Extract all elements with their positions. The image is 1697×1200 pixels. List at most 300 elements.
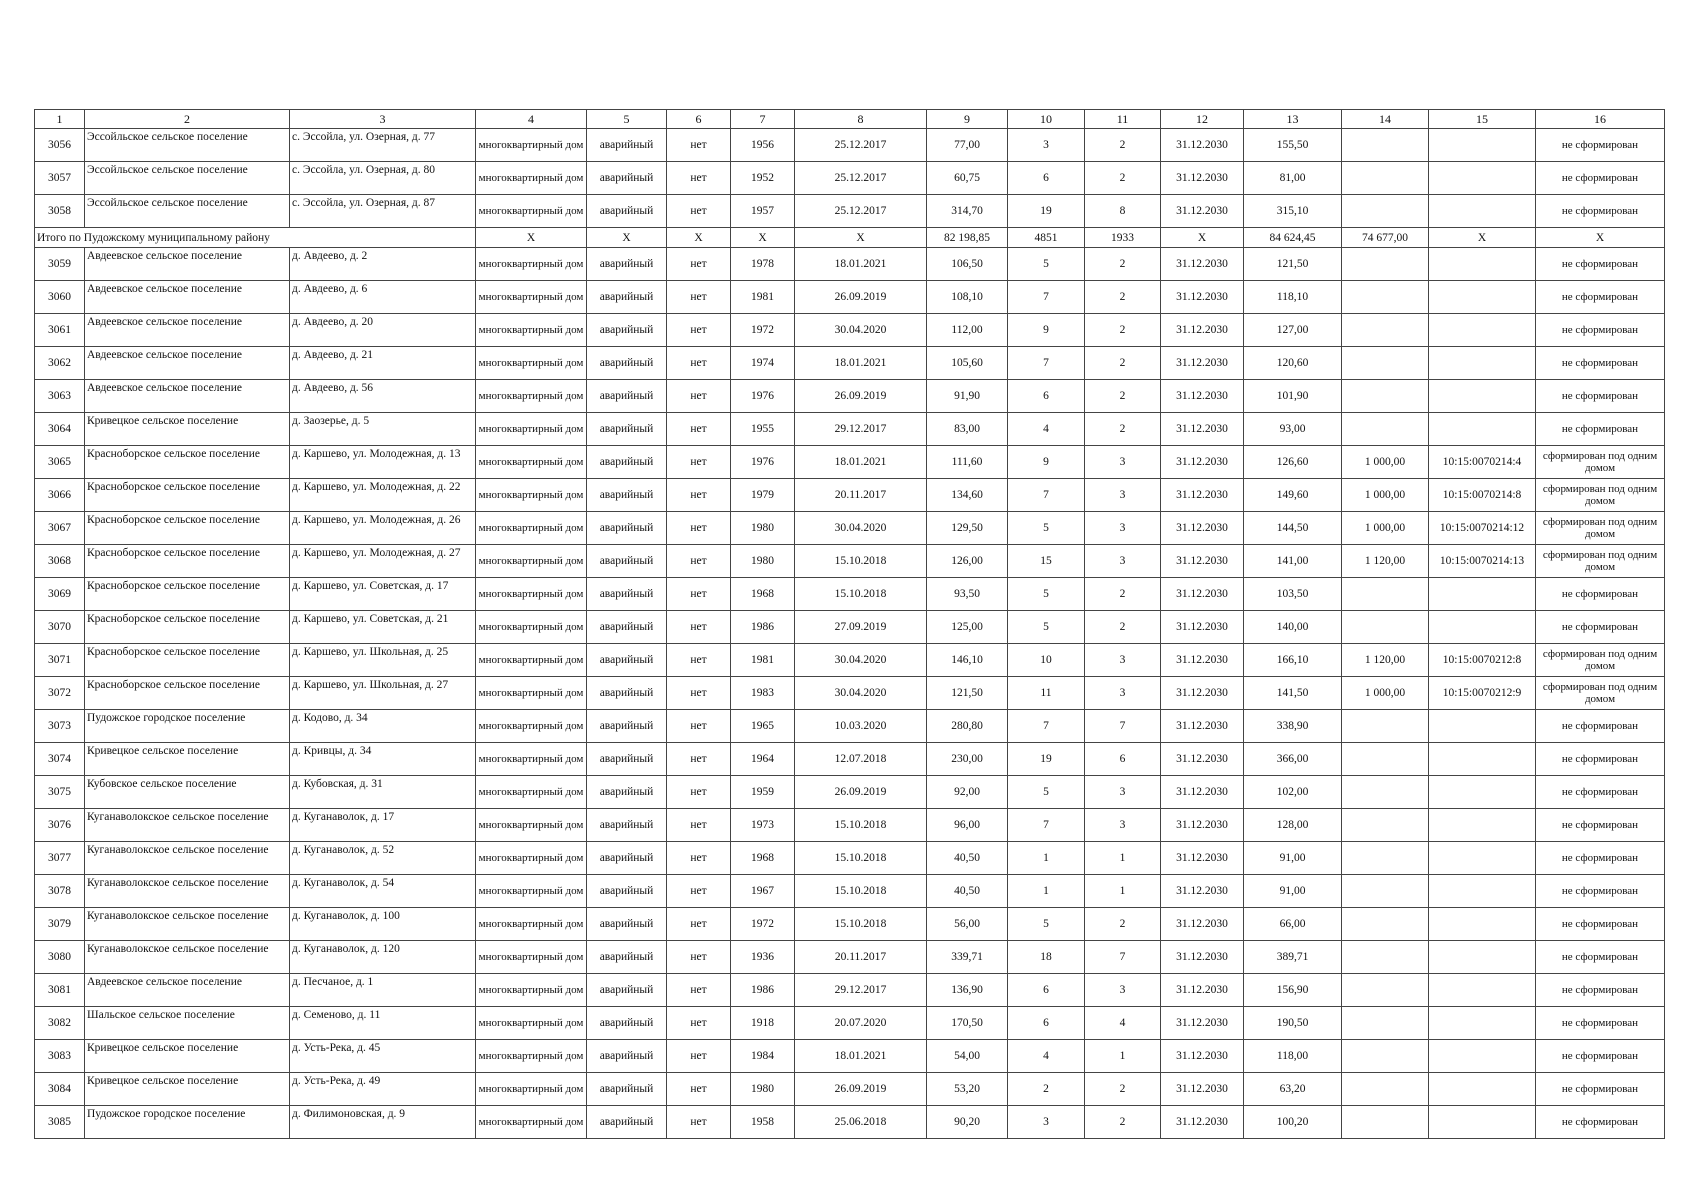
column-number-row bbox=[35, 110, 1665, 129]
row-number-cell: 3078 bbox=[35, 875, 85, 908]
address-cell: д. Кривцы, д. 34 bbox=[290, 743, 476, 776]
resettlement-deadline-cell: 31.12.2030 bbox=[1161, 1040, 1244, 1073]
building-type-cell: многоквартирный дом bbox=[476, 842, 587, 875]
table-row bbox=[35, 677, 1665, 710]
flag-cell: нет bbox=[667, 512, 731, 545]
total-area-cell: 190,50 bbox=[1244, 1007, 1342, 1040]
condition-cell: аварийный bbox=[587, 162, 667, 195]
total-land-area-cell: 74 677,00 bbox=[1342, 228, 1429, 248]
settlement-cell: Пудожское городское поселение bbox=[85, 710, 290, 743]
resettlement-deadline-cell: 31.12.2030 bbox=[1161, 578, 1244, 611]
recognition-date-cell: 26.09.2019 bbox=[795, 380, 927, 413]
settlement-cell: Кривецкое сельское поселение bbox=[85, 743, 290, 776]
flag-cell: нет bbox=[667, 248, 731, 281]
flag-cell: нет bbox=[667, 578, 731, 611]
flag-cell: нет bbox=[667, 446, 731, 479]
recognition-date-cell: 29.12.2017 bbox=[795, 974, 927, 1007]
condition-cell: аварийный bbox=[587, 1040, 667, 1073]
year-built-cell: 1980 bbox=[731, 512, 795, 545]
settlement-cell: Авдеевское сельское поселение bbox=[85, 314, 290, 347]
cadastral-number-cell bbox=[1429, 281, 1536, 314]
year-built-cell: 1957 bbox=[731, 195, 795, 228]
cadastral-number-cell bbox=[1429, 974, 1536, 1007]
year-built-cell: 1958 bbox=[731, 1106, 795, 1139]
total-condition-cell: X bbox=[587, 228, 667, 248]
cadastral-number-cell bbox=[1429, 776, 1536, 809]
table-row bbox=[35, 413, 1665, 446]
district-total-row bbox=[35, 228, 1665, 248]
address-cell: д. Каршево, ул. Молодежная, д. 27 bbox=[290, 545, 476, 578]
row-number-cell: 3063 bbox=[35, 380, 85, 413]
land-status-cell: не сформирован bbox=[1536, 908, 1665, 941]
residents-cell: 10 bbox=[1008, 644, 1085, 677]
recognition-date-cell: 10.03.2020 bbox=[795, 710, 927, 743]
apartments-cell: 2 bbox=[1085, 248, 1161, 281]
address-cell: д. Куганаволок, д. 52 bbox=[290, 842, 476, 875]
residents-cell: 6 bbox=[1008, 162, 1085, 195]
flag-cell: нет bbox=[667, 347, 731, 380]
settlement-cell: Красноборское сельское поселение bbox=[85, 677, 290, 710]
residents-cell: 3 bbox=[1008, 129, 1085, 162]
flag-cell: нет bbox=[667, 908, 731, 941]
condition-cell: аварийный bbox=[587, 1106, 667, 1139]
settlement-cell: Авдеевское сельское поселение bbox=[85, 281, 290, 314]
area-cell: 106,50 bbox=[927, 248, 1008, 281]
total-area-cell: 93,00 bbox=[1244, 413, 1342, 446]
total-area-cell: 315,10 bbox=[1244, 195, 1342, 228]
total-area-cell: 366,00 bbox=[1244, 743, 1342, 776]
total-residents-cell: 4851 bbox=[1008, 228, 1085, 248]
column-number-cell: 16 bbox=[1536, 110, 1665, 129]
settlement-cell: Красноборское сельское поселение bbox=[85, 644, 290, 677]
cadastral-number-cell bbox=[1429, 1040, 1536, 1073]
land-status-cell: не сформирован bbox=[1536, 281, 1665, 314]
building-type-cell: многоквартирный дом bbox=[476, 413, 587, 446]
land-area-cell bbox=[1342, 413, 1429, 446]
residents-cell: 19 bbox=[1008, 743, 1085, 776]
land-area-cell: 1 000,00 bbox=[1342, 446, 1429, 479]
column-number-cell: 4 bbox=[476, 110, 587, 129]
row-number-cell: 3060 bbox=[35, 281, 85, 314]
cadastral-number-cell bbox=[1429, 314, 1536, 347]
resettlement-deadline-cell: 31.12.2030 bbox=[1161, 545, 1244, 578]
apartments-cell: 3 bbox=[1085, 446, 1161, 479]
cadastral-number-cell: 10:15:0070214:8 bbox=[1429, 479, 1536, 512]
row-number-cell: 3085 bbox=[35, 1106, 85, 1139]
building-type-cell: многоквартирный дом bbox=[476, 908, 587, 941]
land-area-cell bbox=[1342, 281, 1429, 314]
cadastral-number-cell: 10:15:0070214:12 bbox=[1429, 512, 1536, 545]
apartments-cell: 8 bbox=[1085, 195, 1161, 228]
cadastral-number-cell bbox=[1429, 941, 1536, 974]
building-type-cell: многоквартирный дом bbox=[476, 974, 587, 1007]
residents-cell: 5 bbox=[1008, 578, 1085, 611]
row-number-cell: 3066 bbox=[35, 479, 85, 512]
apartments-cell: 6 bbox=[1085, 743, 1161, 776]
apartments-cell: 3 bbox=[1085, 512, 1161, 545]
area-cell: 280,80 bbox=[927, 710, 1008, 743]
settlement-cell: Кубовское сельское поселение bbox=[85, 776, 290, 809]
settlement-cell: Эссойльское сельское поселение bbox=[85, 195, 290, 228]
land-status-cell: не сформирован bbox=[1536, 347, 1665, 380]
resettlement-deadline-cell: 31.12.2030 bbox=[1161, 195, 1244, 228]
condition-cell: аварийный bbox=[587, 314, 667, 347]
flag-cell: нет bbox=[667, 479, 731, 512]
address-cell: с. Эссойла, ул. Озерная, д. 87 bbox=[290, 195, 476, 228]
table-row bbox=[35, 941, 1665, 974]
table-row bbox=[35, 908, 1665, 941]
residents-cell: 1 bbox=[1008, 842, 1085, 875]
apartments-cell: 3 bbox=[1085, 776, 1161, 809]
flag-cell: нет bbox=[667, 644, 731, 677]
land-status-cell: не сформирован bbox=[1536, 413, 1665, 446]
cadastral-number-cell: 10:15:0070212:9 bbox=[1429, 677, 1536, 710]
total-area-cell: 127,00 bbox=[1244, 314, 1342, 347]
area-cell: 314,70 bbox=[927, 195, 1008, 228]
apartments-cell: 3 bbox=[1085, 644, 1161, 677]
address-cell: д. Каршево, ул. Молодежная, д. 26 bbox=[290, 512, 476, 545]
cadastral-number-cell bbox=[1429, 347, 1536, 380]
table-row bbox=[35, 281, 1665, 314]
settlement-cell: Красноборское сельское поселение bbox=[85, 545, 290, 578]
address-cell: д. Куганаволок, д. 100 bbox=[290, 908, 476, 941]
total-area-cell: 121,50 bbox=[1244, 248, 1342, 281]
land-status-cell: не сформирован bbox=[1536, 809, 1665, 842]
total-area-cell: 91,00 bbox=[1244, 842, 1342, 875]
address-cell: д. Каршево, ул. Школьная, д. 25 bbox=[290, 644, 476, 677]
year-built-cell: 1956 bbox=[731, 129, 795, 162]
total-apartments-cell: 1933 bbox=[1085, 228, 1161, 248]
year-built-cell: 1965 bbox=[731, 710, 795, 743]
row-number-cell: 3080 bbox=[35, 941, 85, 974]
cadastral-number-cell bbox=[1429, 380, 1536, 413]
residents-cell: 5 bbox=[1008, 248, 1085, 281]
table-row bbox=[35, 611, 1665, 644]
settlement-cell: Куганаволокское сельское поселение bbox=[85, 908, 290, 941]
resettlement-deadline-cell: 31.12.2030 bbox=[1161, 875, 1244, 908]
area-cell: 83,00 bbox=[927, 413, 1008, 446]
land-area-cell: 1 000,00 bbox=[1342, 512, 1429, 545]
total-area-cell: 155,50 bbox=[1244, 129, 1342, 162]
resettlement-deadline-cell: 31.12.2030 bbox=[1161, 776, 1244, 809]
year-built-cell: 1974 bbox=[731, 347, 795, 380]
residents-cell: 9 bbox=[1008, 446, 1085, 479]
resettlement-deadline-cell: 31.12.2030 bbox=[1161, 1106, 1244, 1139]
row-number-cell: 3081 bbox=[35, 974, 85, 1007]
year-built-cell: 1918 bbox=[731, 1007, 795, 1040]
cadastral-number-cell bbox=[1429, 743, 1536, 776]
resettlement-deadline-cell: 31.12.2030 bbox=[1161, 380, 1244, 413]
area-cell: 121,50 bbox=[927, 677, 1008, 710]
flag-cell: нет bbox=[667, 710, 731, 743]
condition-cell: аварийный bbox=[587, 809, 667, 842]
flag-cell: нет bbox=[667, 677, 731, 710]
land-area-cell bbox=[1342, 908, 1429, 941]
row-number-cell: 3064 bbox=[35, 413, 85, 446]
table-row bbox=[35, 578, 1665, 611]
row-number-cell: 3071 bbox=[35, 644, 85, 677]
land-area-cell bbox=[1342, 578, 1429, 611]
apartments-cell: 2 bbox=[1085, 1073, 1161, 1106]
settlement-cell: Куганаволокское сельское поселение bbox=[85, 809, 290, 842]
total-land-status-cell: X bbox=[1536, 228, 1665, 248]
recognition-date-cell: 26.09.2019 bbox=[795, 1073, 927, 1106]
total-area-cell: 389,71 bbox=[1244, 941, 1342, 974]
land-area-cell: 1 120,00 bbox=[1342, 545, 1429, 578]
total-area-cell: 166,10 bbox=[1244, 644, 1342, 677]
table-row bbox=[35, 743, 1665, 776]
resettlement-deadline-cell: 31.12.2030 bbox=[1161, 479, 1244, 512]
column-number-cell: 1 bbox=[35, 110, 85, 129]
table-row bbox=[35, 776, 1665, 809]
year-built-cell: 1980 bbox=[731, 1073, 795, 1106]
residents-cell: 2 bbox=[1008, 1073, 1085, 1106]
land-status-cell: не сформирован bbox=[1536, 1106, 1665, 1139]
condition-cell: аварийный bbox=[587, 195, 667, 228]
settlement-cell: Кривецкое сельское поселение bbox=[85, 1040, 290, 1073]
apartments-cell: 2 bbox=[1085, 314, 1161, 347]
total-area-cell: 91,00 bbox=[1244, 875, 1342, 908]
building-type-cell: многоквартирный дом bbox=[476, 380, 587, 413]
total-area-cell: 81,00 bbox=[1244, 162, 1342, 195]
flag-cell: нет bbox=[667, 875, 731, 908]
area-cell: 134,60 bbox=[927, 479, 1008, 512]
recognition-date-cell: 30.04.2020 bbox=[795, 512, 927, 545]
land-status-cell: сформирован под одним домом bbox=[1536, 545, 1665, 578]
row-number-cell: 3073 bbox=[35, 710, 85, 743]
row-number-cell: 3084 bbox=[35, 1073, 85, 1106]
area-cell: 96,00 bbox=[927, 809, 1008, 842]
land-status-cell: не сформирован bbox=[1536, 248, 1665, 281]
cadastral-number-cell bbox=[1429, 908, 1536, 941]
cadastral-number-cell bbox=[1429, 809, 1536, 842]
building-type-cell: многоквартирный дом bbox=[476, 1007, 587, 1040]
flag-cell: нет bbox=[667, 129, 731, 162]
land-status-cell: не сформирован bbox=[1536, 974, 1665, 1007]
total-area-cell: 82 198,85 bbox=[927, 228, 1008, 248]
address-cell: д. Каршево, ул. Советская, д. 21 bbox=[290, 611, 476, 644]
land-status-cell: не сформирован bbox=[1536, 611, 1665, 644]
land-area-cell bbox=[1342, 809, 1429, 842]
column-number-cell: 2 bbox=[85, 110, 290, 129]
land-status-cell: не сформирован bbox=[1536, 314, 1665, 347]
recognition-date-cell: 15.10.2018 bbox=[795, 545, 927, 578]
table-row bbox=[35, 512, 1665, 545]
apartments-cell: 2 bbox=[1085, 129, 1161, 162]
area-cell: 136,90 bbox=[927, 974, 1008, 1007]
table-row bbox=[35, 974, 1665, 1007]
table-row bbox=[35, 710, 1665, 743]
cadastral-number-cell bbox=[1429, 413, 1536, 446]
settlement-cell: Куганаволокское сельское поселение bbox=[85, 875, 290, 908]
residents-cell: 6 bbox=[1008, 380, 1085, 413]
year-built-cell: 1976 bbox=[731, 380, 795, 413]
settlement-cell: Авдеевское сельское поселение bbox=[85, 380, 290, 413]
resettlement-deadline-cell: 31.12.2030 bbox=[1161, 743, 1244, 776]
resettlement-deadline-cell: 31.12.2030 bbox=[1161, 677, 1244, 710]
condition-cell: аварийный bbox=[587, 578, 667, 611]
year-built-cell: 1952 bbox=[731, 162, 795, 195]
area-cell: 129,50 bbox=[927, 512, 1008, 545]
resettlement-deadline-cell: 31.12.2030 bbox=[1161, 842, 1244, 875]
land-status-cell: не сформирован bbox=[1536, 842, 1665, 875]
resettlement-deadline-cell: 31.12.2030 bbox=[1161, 1007, 1244, 1040]
condition-cell: аварийный bbox=[587, 1007, 667, 1040]
flag-cell: нет bbox=[667, 162, 731, 195]
area-cell: 53,20 bbox=[927, 1073, 1008, 1106]
resettlement-deadline-cell: 31.12.2030 bbox=[1161, 908, 1244, 941]
area-cell: 77,00 bbox=[927, 129, 1008, 162]
apartments-cell: 1 bbox=[1085, 842, 1161, 875]
apartments-cell: 2 bbox=[1085, 908, 1161, 941]
total-year-built-cell: X bbox=[731, 228, 795, 248]
residents-cell: 4 bbox=[1008, 413, 1085, 446]
residents-cell: 18 bbox=[1008, 941, 1085, 974]
address-cell: д. Усть-Река, д. 49 bbox=[290, 1073, 476, 1106]
column-number-cell: 7 bbox=[731, 110, 795, 129]
building-type-cell: многоквартирный дом bbox=[476, 809, 587, 842]
total-area-cell: 100,20 bbox=[1244, 1106, 1342, 1139]
apartments-cell: 2 bbox=[1085, 162, 1161, 195]
condition-cell: аварийный bbox=[587, 743, 667, 776]
flag-cell: нет bbox=[667, 1007, 731, 1040]
column-number-cell: 6 bbox=[667, 110, 731, 129]
cadastral-number-cell bbox=[1429, 710, 1536, 743]
flag-cell: нет bbox=[667, 941, 731, 974]
condition-cell: аварийный bbox=[587, 776, 667, 809]
cadastral-number-cell bbox=[1429, 1073, 1536, 1106]
column-number-cell: 9 bbox=[927, 110, 1008, 129]
resettlement-deadline-cell: 31.12.2030 bbox=[1161, 809, 1244, 842]
land-status-cell: не сформирован bbox=[1536, 743, 1665, 776]
cadastral-number-cell bbox=[1429, 195, 1536, 228]
total-area-cell: 120,60 bbox=[1244, 347, 1342, 380]
total-area-cell: 149,60 bbox=[1244, 479, 1342, 512]
condition-cell: аварийный bbox=[587, 545, 667, 578]
table-row bbox=[35, 195, 1665, 228]
land-status-cell: не сформирован bbox=[1536, 941, 1665, 974]
area-cell: 170,50 bbox=[927, 1007, 1008, 1040]
area-cell: 111,60 bbox=[927, 446, 1008, 479]
settlement-cell: Эссойльское сельское поселение bbox=[85, 162, 290, 195]
row-number-cell: 3079 bbox=[35, 908, 85, 941]
condition-cell: аварийный bbox=[587, 974, 667, 1007]
condition-cell: аварийный bbox=[587, 941, 667, 974]
building-type-cell: многоквартирный дом bbox=[476, 644, 587, 677]
apartments-cell: 1 bbox=[1085, 875, 1161, 908]
total-label-cell: Итого по Пудожскому муниципальному району bbox=[35, 228, 476, 248]
building-type-cell: многоквартирный дом bbox=[476, 1040, 587, 1073]
land-area-cell bbox=[1342, 248, 1429, 281]
condition-cell: аварийный bbox=[587, 644, 667, 677]
area-cell: 108,10 bbox=[927, 281, 1008, 314]
land-area-cell bbox=[1342, 347, 1429, 380]
recognition-date-cell: 18.01.2021 bbox=[795, 446, 927, 479]
residents-cell: 7 bbox=[1008, 479, 1085, 512]
year-built-cell: 1972 bbox=[731, 314, 795, 347]
residents-cell: 3 bbox=[1008, 1106, 1085, 1139]
area-cell: 92,00 bbox=[927, 776, 1008, 809]
address-cell: д. Каршево, ул. Молодежная, д. 22 bbox=[290, 479, 476, 512]
resettlement-deadline-cell: 31.12.2030 bbox=[1161, 162, 1244, 195]
resettlement-deadline-cell: 31.12.2030 bbox=[1161, 1073, 1244, 1106]
total-area-cell: 102,00 bbox=[1244, 776, 1342, 809]
recognition-date-cell: 25.12.2017 bbox=[795, 162, 927, 195]
address-cell: д. Кубовская, д. 31 bbox=[290, 776, 476, 809]
year-built-cell: 1978 bbox=[731, 248, 795, 281]
cadastral-number-cell bbox=[1429, 248, 1536, 281]
resettlement-deadline-cell: 31.12.2030 bbox=[1161, 974, 1244, 1007]
residents-cell: 1 bbox=[1008, 875, 1085, 908]
settlement-cell: Красноборское сельское поселение bbox=[85, 479, 290, 512]
resettlement-deadline-cell: 31.12.2030 bbox=[1161, 611, 1244, 644]
year-built-cell: 1980 bbox=[731, 545, 795, 578]
table-row bbox=[35, 162, 1665, 195]
year-built-cell: 1972 bbox=[731, 908, 795, 941]
land-area-cell: 1 000,00 bbox=[1342, 677, 1429, 710]
resettlement-deadline-cell: 31.12.2030 bbox=[1161, 248, 1244, 281]
land-area-cell bbox=[1342, 776, 1429, 809]
condition-cell: аварийный bbox=[587, 1073, 667, 1106]
table-row bbox=[35, 248, 1665, 281]
land-status-cell: не сформирован bbox=[1536, 129, 1665, 162]
column-number-cell: 13 bbox=[1244, 110, 1342, 129]
flag-cell: нет bbox=[667, 974, 731, 1007]
area-cell: 125,00 bbox=[927, 611, 1008, 644]
year-built-cell: 1967 bbox=[731, 875, 795, 908]
column-number-cell: 3 bbox=[290, 110, 476, 129]
recognition-date-cell: 15.10.2018 bbox=[795, 908, 927, 941]
table-row bbox=[35, 446, 1665, 479]
table-row bbox=[35, 347, 1665, 380]
recognition-date-cell: 25.06.2018 bbox=[795, 1106, 927, 1139]
total-area-cell: 338,90 bbox=[1244, 710, 1342, 743]
year-built-cell: 1968 bbox=[731, 578, 795, 611]
settlement-cell: Авдеевское сельское поселение bbox=[85, 248, 290, 281]
recognition-date-cell: 30.04.2020 bbox=[795, 314, 927, 347]
address-cell: д. Кодово, д. 34 bbox=[290, 710, 476, 743]
land-area-cell bbox=[1342, 1106, 1429, 1139]
land-status-cell: сформирован под одним домом bbox=[1536, 512, 1665, 545]
row-number-cell: 3075 bbox=[35, 776, 85, 809]
table-row bbox=[35, 1007, 1665, 1040]
residents-cell: 7 bbox=[1008, 281, 1085, 314]
condition-cell: аварийный bbox=[587, 413, 667, 446]
land-area-cell bbox=[1342, 974, 1429, 1007]
row-number-cell: 3074 bbox=[35, 743, 85, 776]
recognition-date-cell: 18.01.2021 bbox=[795, 347, 927, 380]
apartments-cell: 3 bbox=[1085, 677, 1161, 710]
recognition-date-cell: 20.11.2017 bbox=[795, 941, 927, 974]
land-status-cell: не сформирован bbox=[1536, 1040, 1665, 1073]
condition-cell: аварийный bbox=[587, 842, 667, 875]
address-cell: д. Авдеево, д. 6 bbox=[290, 281, 476, 314]
area-cell: 90,20 bbox=[927, 1106, 1008, 1139]
table-row bbox=[35, 875, 1665, 908]
area-cell: 40,50 bbox=[927, 875, 1008, 908]
total-area-cell: 144,50 bbox=[1244, 512, 1342, 545]
recognition-date-cell: 27.09.2019 bbox=[795, 611, 927, 644]
cadastral-number-cell: 10:15:0070214:13 bbox=[1429, 545, 1536, 578]
building-type-cell: многоквартирный дом bbox=[476, 479, 587, 512]
condition-cell: аварийный bbox=[587, 479, 667, 512]
row-number-cell: 3070 bbox=[35, 611, 85, 644]
land-status-cell: не сформирован bbox=[1536, 1007, 1665, 1040]
table-body bbox=[35, 110, 1665, 1139]
settlement-cell: Пудожское городское поселение bbox=[85, 1106, 290, 1139]
land-area-cell bbox=[1342, 1007, 1429, 1040]
total-area-cell: 63,20 bbox=[1244, 1073, 1342, 1106]
